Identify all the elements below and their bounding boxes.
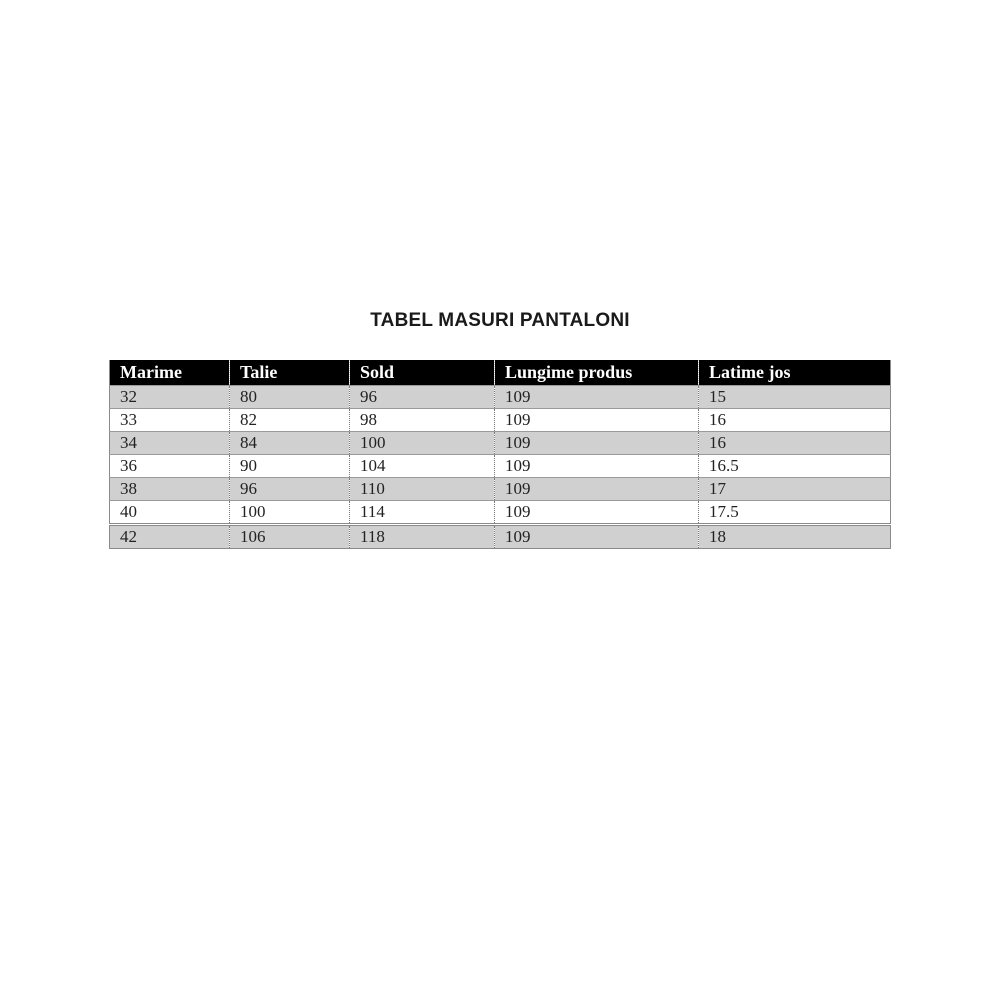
table-row [110,525,891,549]
cell-lungime-produs: 109 [495,455,699,478]
cell-marime: 33 [110,409,230,432]
cell-latime-jos: 17.5 [699,501,891,525]
header-latime-jos: Latime jos [699,360,891,386]
table-row [110,409,891,432]
cell-latime-jos: 18 [699,525,891,549]
size-chart-table [109,360,891,549]
header-talie: Talie [230,360,350,386]
cell-lungime-produs: 109 [495,525,699,549]
cell-sold: 100 [350,432,495,455]
cell-sold: 110 [350,478,495,501]
cell-latime-jos: 17 [699,478,891,501]
cell-lungime-produs: 109 [495,409,699,432]
cell-sold: 98 [350,409,495,432]
cell-sold: 96 [350,386,495,409]
cell-sold: 114 [350,501,495,525]
cell-marime: 38 [110,478,230,501]
cell-lungime-produs: 109 [495,432,699,455]
table-row [110,478,891,501]
cell-latime-jos: 16.5 [699,455,891,478]
cell-lungime-produs: 109 [495,478,699,501]
cell-talie: 82 [230,409,350,432]
cell-marime: 42 [110,525,230,549]
header-sold: Sold [350,360,495,386]
table-header [110,360,891,386]
table-row [110,386,891,409]
cell-latime-jos: 15 [699,386,891,409]
cell-talie: 90 [230,455,350,478]
cell-marime: 40 [110,501,230,525]
cell-sold: 104 [350,455,495,478]
header-marime: Marime [120,362,182,382]
table-row [110,501,891,525]
cell-sold: 118 [350,525,495,549]
table-body [110,386,891,549]
header-row [110,360,891,386]
table-row [110,432,891,455]
cell-talie: 100 [230,501,350,525]
cell-lungime-produs: 109 [495,386,699,409]
table-row [110,455,891,478]
cell-talie: 96 [230,478,350,501]
header-lungime-produs: Lungime produs [495,360,699,386]
cell-marime: 32 [110,386,230,409]
cell-latime-jos: 16 [699,432,891,455]
page-title: TABEL MASURI PANTALONI [370,310,630,331]
cell-talie: 80 [230,386,350,409]
cell-marime: 36 [110,455,230,478]
cell-lungime-produs: 109 [495,501,699,525]
cell-talie: 106 [230,525,350,549]
cell-latime-jos: 16 [699,409,891,432]
cell-marime: 34 [110,432,230,455]
cell-talie: 84 [230,432,350,455]
